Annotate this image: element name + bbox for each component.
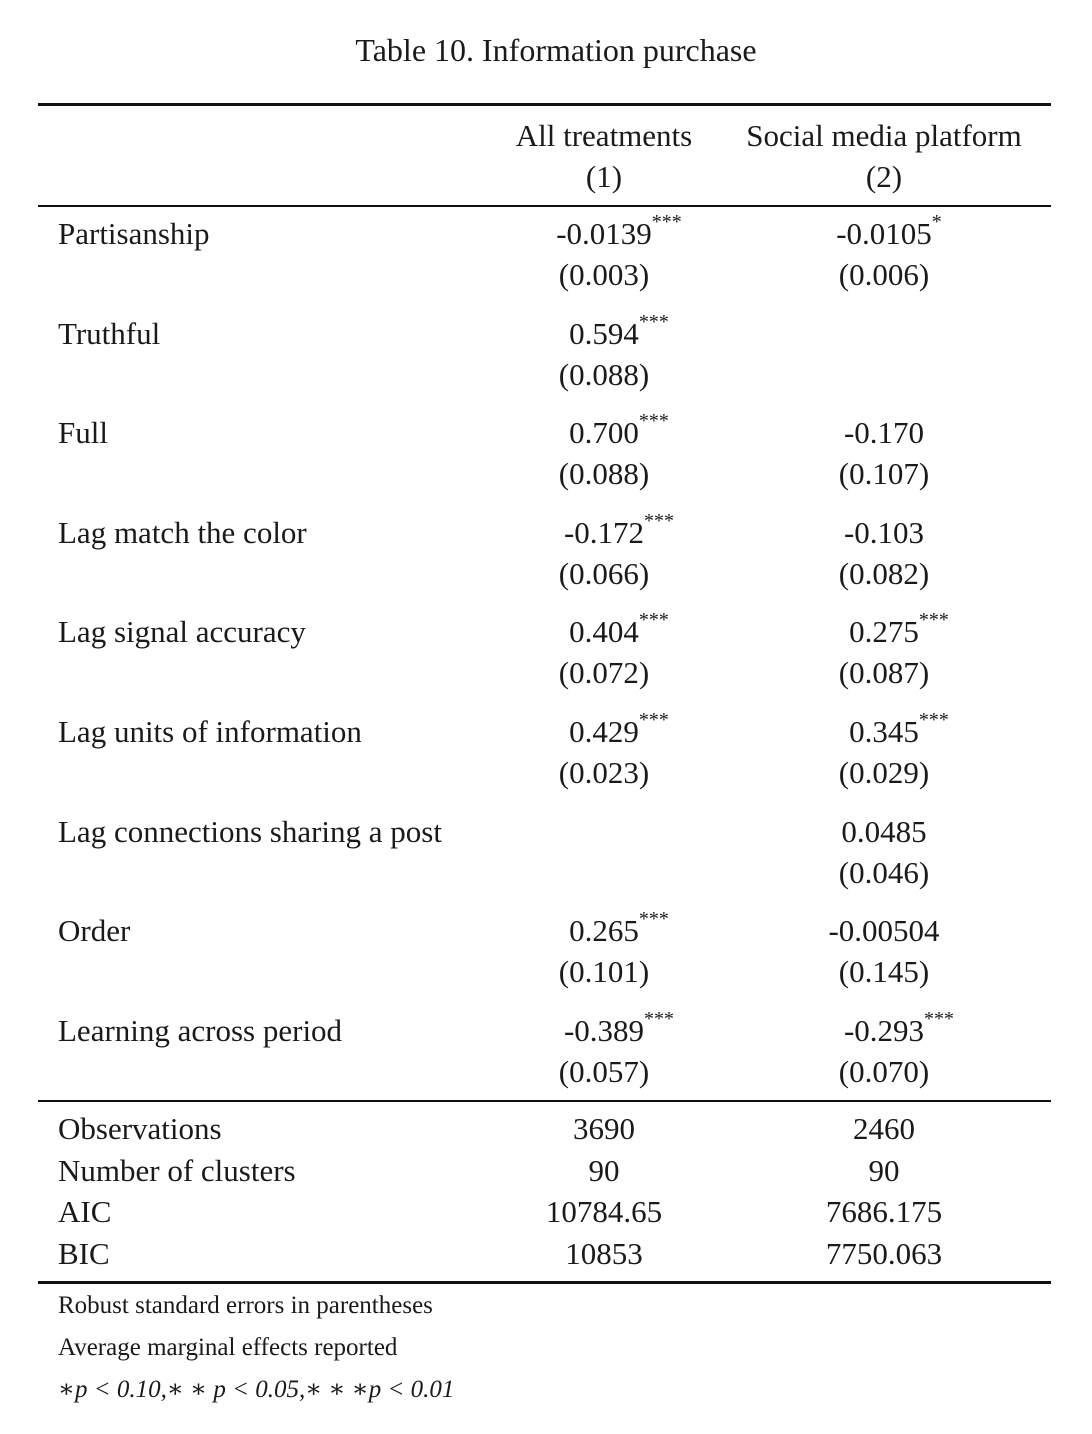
coefficient-value: -0.293 ***: [843, 1008, 955, 1048]
c2-standard-error: (0.070): [838, 1054, 930, 1089]
c2-standard-error: (0.107): [838, 456, 930, 491]
c2-stat-value: 7686.175: [825, 1194, 943, 1229]
c2-coefficient: [734, 609, 1034, 652]
note-robust-se: Robust standard errors in parentheses: [58, 1292, 433, 1319]
c1-standard-error: (0.066): [558, 556, 650, 591]
coefficient-value: -0.00504: [828, 913, 940, 948]
significance-stars: ***: [918, 709, 949, 731]
col1-header: All treatments: [515, 118, 693, 153]
significance-stars: ***: [638, 609, 669, 631]
c2-coefficient: [734, 1008, 1034, 1051]
stat-label: Observations: [58, 1111, 222, 1146]
c2-coefficient: [734, 709, 1034, 752]
coefficient-value: 0.429 ***: [569, 709, 669, 749]
c2-coefficient: [734, 413, 1034, 453]
col1-number: (1): [585, 159, 623, 194]
table-caption: Table 10. Information purchase: [355, 32, 757, 68]
c2-stat-value: 2460: [853, 1111, 915, 1146]
row-label: Lag units of information: [58, 714, 362, 749]
c2-stat-value: 90: [868, 1153, 900, 1188]
c2-standard-error: (0.006): [838, 257, 930, 292]
c1-coefficient: [504, 211, 704, 254]
coefficient-value: 0.594 ***: [569, 311, 669, 351]
stat-label: AIC: [58, 1194, 112, 1229]
stat-label: Number of clusters: [58, 1153, 296, 1188]
significance-stars: ***: [638, 410, 669, 432]
c1-stat-value: 3690: [573, 1111, 635, 1146]
coefficient-value: 0.404 ***: [569, 609, 669, 649]
c1-standard-error: (0.003): [558, 257, 650, 292]
row-label: Learning across period: [58, 1013, 343, 1048]
top-rule: [38, 103, 1051, 106]
coefficient-value: 0.0485: [841, 814, 927, 849]
c1-stat-value: 10784.65: [545, 1194, 663, 1229]
c1-standard-error: (0.088): [558, 357, 650, 392]
row-label: Truthful: [58, 316, 161, 351]
c2-standard-error: (0.029): [838, 755, 930, 790]
c1-coefficient: [504, 609, 704, 652]
row-label: Lag connections sharing a post: [58, 814, 442, 849]
c1-standard-error: (0.072): [558, 655, 650, 690]
significance-stars: ***: [638, 908, 669, 930]
stat-label: BIC: [58, 1236, 110, 1271]
significance-stars: ***: [924, 1008, 955, 1030]
coefficient-value: -0.389 ***: [563, 1008, 675, 1048]
c2-coefficient: [734, 211, 1034, 254]
coefficient-value: 0.700 ***: [569, 410, 669, 450]
c1-coefficient: [504, 410, 704, 453]
coefficient-value: 0.265 ***: [569, 908, 669, 948]
c2-standard-error: (0.087): [838, 655, 930, 690]
coefficient-value: -0.103: [843, 515, 925, 550]
c2-standard-error: (0.145): [838, 954, 930, 989]
c1-standard-error: (0.023): [558, 755, 650, 790]
c2-stat-value: 7750.063: [825, 1236, 943, 1271]
c2-coefficient: [734, 314, 1034, 354]
c2-coefficient: [734, 812, 1034, 852]
coefficient-value: -0.0105 *: [836, 211, 942, 251]
col2-header: Social media platform: [746, 118, 1022, 153]
coefficient-value: -0.170: [843, 415, 925, 450]
significance-stars: ***: [651, 211, 682, 233]
sig-level-3: ∗ ∗ ∗p < 0.01: [305, 1376, 455, 1403]
c1-coefficient: [504, 311, 704, 354]
c2-coefficient: [734, 513, 1034, 553]
c1-standard-error: (0.057): [558, 1054, 650, 1089]
significance-stars: ***: [918, 609, 949, 631]
note-marginal-effects: Average marginal effects reported: [58, 1334, 398, 1361]
c2-coefficient: [734, 911, 1034, 951]
coefficient-value: -0.172 ***: [563, 510, 675, 550]
row-label: Full: [58, 415, 108, 450]
significance-stars: *: [931, 211, 942, 233]
sig-level-1: ∗p < 0.10,: [58, 1376, 167, 1403]
c2-standard-error: (0.082): [838, 556, 930, 591]
row-label: Order: [58, 913, 131, 948]
stats-rule: [38, 1100, 1051, 1102]
significance-stars: ***: [644, 1008, 675, 1030]
significance-stars: ***: [638, 311, 669, 333]
col2-number: (2): [865, 159, 903, 194]
c1-standard-error: (0.088): [558, 456, 650, 491]
c1-stat-value: 10853: [565, 1236, 643, 1271]
significance-stars: ***: [644, 510, 675, 532]
row-label: Lag match the color: [58, 515, 307, 550]
row-label: Partisanship: [58, 216, 210, 251]
coefficient-value: -0.0139 ***: [556, 211, 682, 251]
c1-coefficient: [504, 1008, 704, 1051]
significance-stars: ***: [638, 709, 669, 731]
header-rule: [38, 205, 1051, 207]
c2-standard-error: (0.046): [838, 855, 930, 890]
c1-coefficient: [504, 812, 704, 852]
c1-coefficient: [504, 908, 704, 951]
c1-coefficient: [504, 510, 704, 553]
coefficient-value: 0.345 ***: [849, 709, 949, 749]
c1-stat-value: 90: [588, 1153, 620, 1188]
note-significance: [58, 1373, 454, 1407]
bottom-rule: [38, 1281, 1051, 1284]
coefficient-value: 0.275 ***: [849, 609, 949, 649]
c1-coefficient: [504, 709, 704, 752]
c1-standard-error: (0.101): [558, 954, 650, 989]
row-label: Lag signal accuracy: [58, 614, 306, 649]
sig-level-2: ∗ ∗ p < 0.05,: [166, 1376, 306, 1403]
